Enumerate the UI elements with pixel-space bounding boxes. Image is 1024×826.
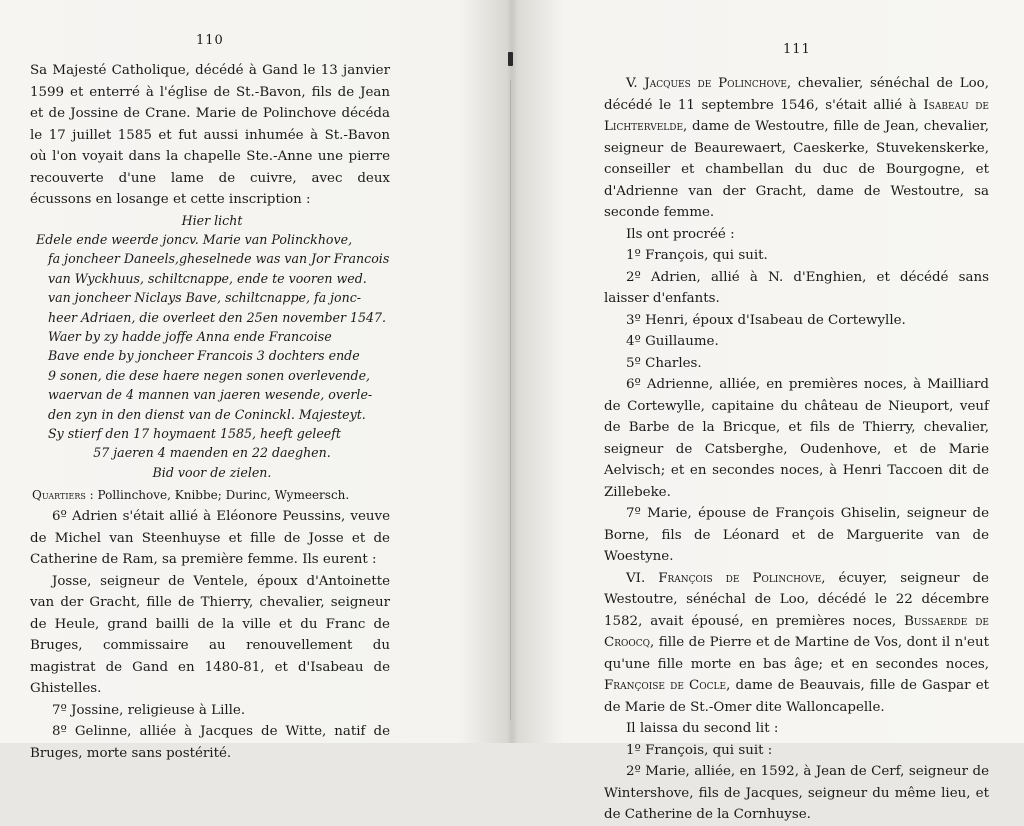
text-run: , dame de Beauvais, fille de Gaspar et de Marie de St.-Omer dite Walloncapelle.	[604, 678, 989, 715]
inscription-line: van Wyckhuus, schiltcnappe, ende te vooren wed.	[48, 270, 367, 286]
left-paragraph-2: 6º Adrien s'était allié à Eléonore Peussins, veuve de Michel van Steenhuyse et fille de Josse et de Catherine de Ram, sa première femme. Ils eurent :	[30, 509, 390, 568]
right-paragraph-4: 2º Adrien, allié à N. d'Enghien, et décédé sans laisser d'enfants.	[604, 269, 989, 306]
generation-heading: V. Jacques de Polinchove	[626, 76, 787, 91]
inscription-line: 57 jaeren 4 maenden en 22 daeghen.	[93, 445, 331, 461]
right-paragraph-12: 1º François, qui suit :	[626, 742, 773, 758]
right-paragraph-2: Ils ont procréé :	[626, 226, 735, 242]
right-paragraph-6: 4º Guillaume.	[626, 334, 719, 349]
spouse-name: Françoise de Cocle	[604, 678, 727, 693]
text-run: , chevalier, sénéchal de Loo, décédé le 11 septembre 1546, s'était allié à	[604, 76, 989, 113]
left-page-text	[30, 60, 390, 764]
inscription-line: Hier licht	[181, 212, 243, 228]
inscription-line: 9 sonen, die dese haere negen sonen overlevende,	[48, 367, 371, 383]
inscription-line: Waer by zy hadde joffe Anna ende Francoise	[48, 328, 332, 344]
left-page	[0, 0, 505, 761]
right-paragraph-13: 2º Marie, alliée, en 1592, à Jean de Cerf, seigneur de Wintershove, fils de Jacques, seigneur du même lieu, et de Catherine de la Cornhuyse.	[604, 764, 989, 822]
inscription-line: Edele ende weerde joncv. Marie van Polinckhove,	[36, 231, 353, 247]
inscription	[34, 211, 390, 483]
right-paragraph-11: Il laissa du second lit :	[626, 721, 779, 736]
inscription-line: fa joncheer Daneels,gheselnede was van Jor Francois	[48, 251, 390, 267]
inscription-line: Bid voor de zielen.	[152, 464, 272, 480]
right-page-text	[604, 73, 989, 826]
inscription-line: van joncheer Niclays Bave, schiltcnappe, fa jonc-	[48, 290, 362, 306]
quartiers-text: Pollinchove, Knibbe; Durinc, Wymeersch.	[93, 488, 350, 503]
page-number-right: 111	[783, 42, 811, 57]
generation-heading: VI. François de Polinchove	[626, 570, 822, 586]
right-paragraph-1	[604, 73, 989, 224]
quartiers-line	[30, 485, 390, 505]
right-paragraph-3: 1º François, qui suit.	[626, 248, 768, 263]
right-paragraph-7: 5º Charles.	[626, 355, 702, 371]
left-paragraph-4: 7º Jossine, religieuse à Lille.	[52, 702, 246, 718]
right-paragraph-5: 3º Henri, époux d'Isabeau de Cortewylle.	[626, 312, 906, 328]
inscription-line: waervan de 4 mannen van jaeren wesende, overle-	[48, 387, 373, 403]
text-run: , écuyer, seigneur de Westoutre, sénéchal de Loo, décédé le 22 décembre 1582, avait épousé, en premières noces,	[604, 570, 989, 629]
inscription-line: Sy stierf den 17 hoymaent 1585, heeft geleeft	[48, 425, 341, 441]
right-page	[520, 0, 1024, 822]
spouse-name: Bussaerde de Croocq	[604, 613, 989, 650]
left-paragraph-3: Josse, seigneur de Ventele, époux d'Antoinette van der Gracht, fille de Thierry, chevalier, seigneur de Heule, grand bailli de la ville et du Franc de Bruges, commissaire au renouvellement du magistrat de Gand en 1480-81, et d'Isabeau de Ghistelles.	[30, 573, 390, 697]
gutter-mark	[508, 52, 513, 66]
page-gutter	[510, 80, 511, 720]
spouse-name: Isabeau de Lichtervelde	[604, 97, 989, 134]
right-paragraph-10	[604, 568, 989, 719]
inscription-line: Bave ende by joncheer Francois 3 dochters ende	[48, 348, 360, 364]
inscription-line: heer Adriaen, die overleet den 25en november 1547.	[48, 309, 387, 325]
page-number-left: 110	[196, 33, 224, 48]
inscription-line: den zyn in den dienst van de Coninckl. Majesteyt.	[48, 406, 366, 422]
text-run: , dame de Westoutre, fille de Jean, chevalier, seigneur de Beaurewaert, Caeskerke, Stuvekenskerke, conseiller et chambellan du duc de Bourgogne, et d'Adrienne van der Gracht, dame de Westoutre, sa seconde femme.	[604, 119, 989, 220]
right-paragraph-9: 7º Marie, épouse de François Ghiselin, seigneur de Borne, fils de Léonard et de Marguerite van de Woestyne.	[604, 506, 989, 564]
left-paragraph-5: 8º Gelinne, alliée à Jacques de Witte, natif de Bruges, morte sans postérité.	[30, 724, 390, 761]
quartiers-label: Quartiers :	[32, 488, 94, 503]
left-paragraph-1: Sa Majesté Catholique, décédé à Gand le 13 janvier 1599 et enterré à l'église de St.-Bavon, fils de Jean et de Jossine de Crane. Marie de Polinchove décéda le 17 juillet 1585 et fut aussi inhumée à St.-Bavon où l'on voyait dans la chapelle Ste.-Anne une pierre recouverte d'une lame de cuivre, avec deux écussons en losange et cette inscription :	[30, 63, 390, 207]
right-paragraph-8: 6º Adrienne, alliée, en premières noces, à Mailliard de Cortewylle, capitaine du château de Nieuport, veuf de Barbe de la Bricque, et fils de Thierry, chevalier, seigneur de Catsberghe, Oudenhove, et de Marie Aelvisch; et en secondes noces, à Henri Taccoen dit de Zillebeke.	[604, 377, 989, 500]
text-run: , fille de Pierre et de Martine de Vos, dont il n'eut qu'une fille morte en bas âge; et en secondes noces,	[604, 635, 989, 672]
